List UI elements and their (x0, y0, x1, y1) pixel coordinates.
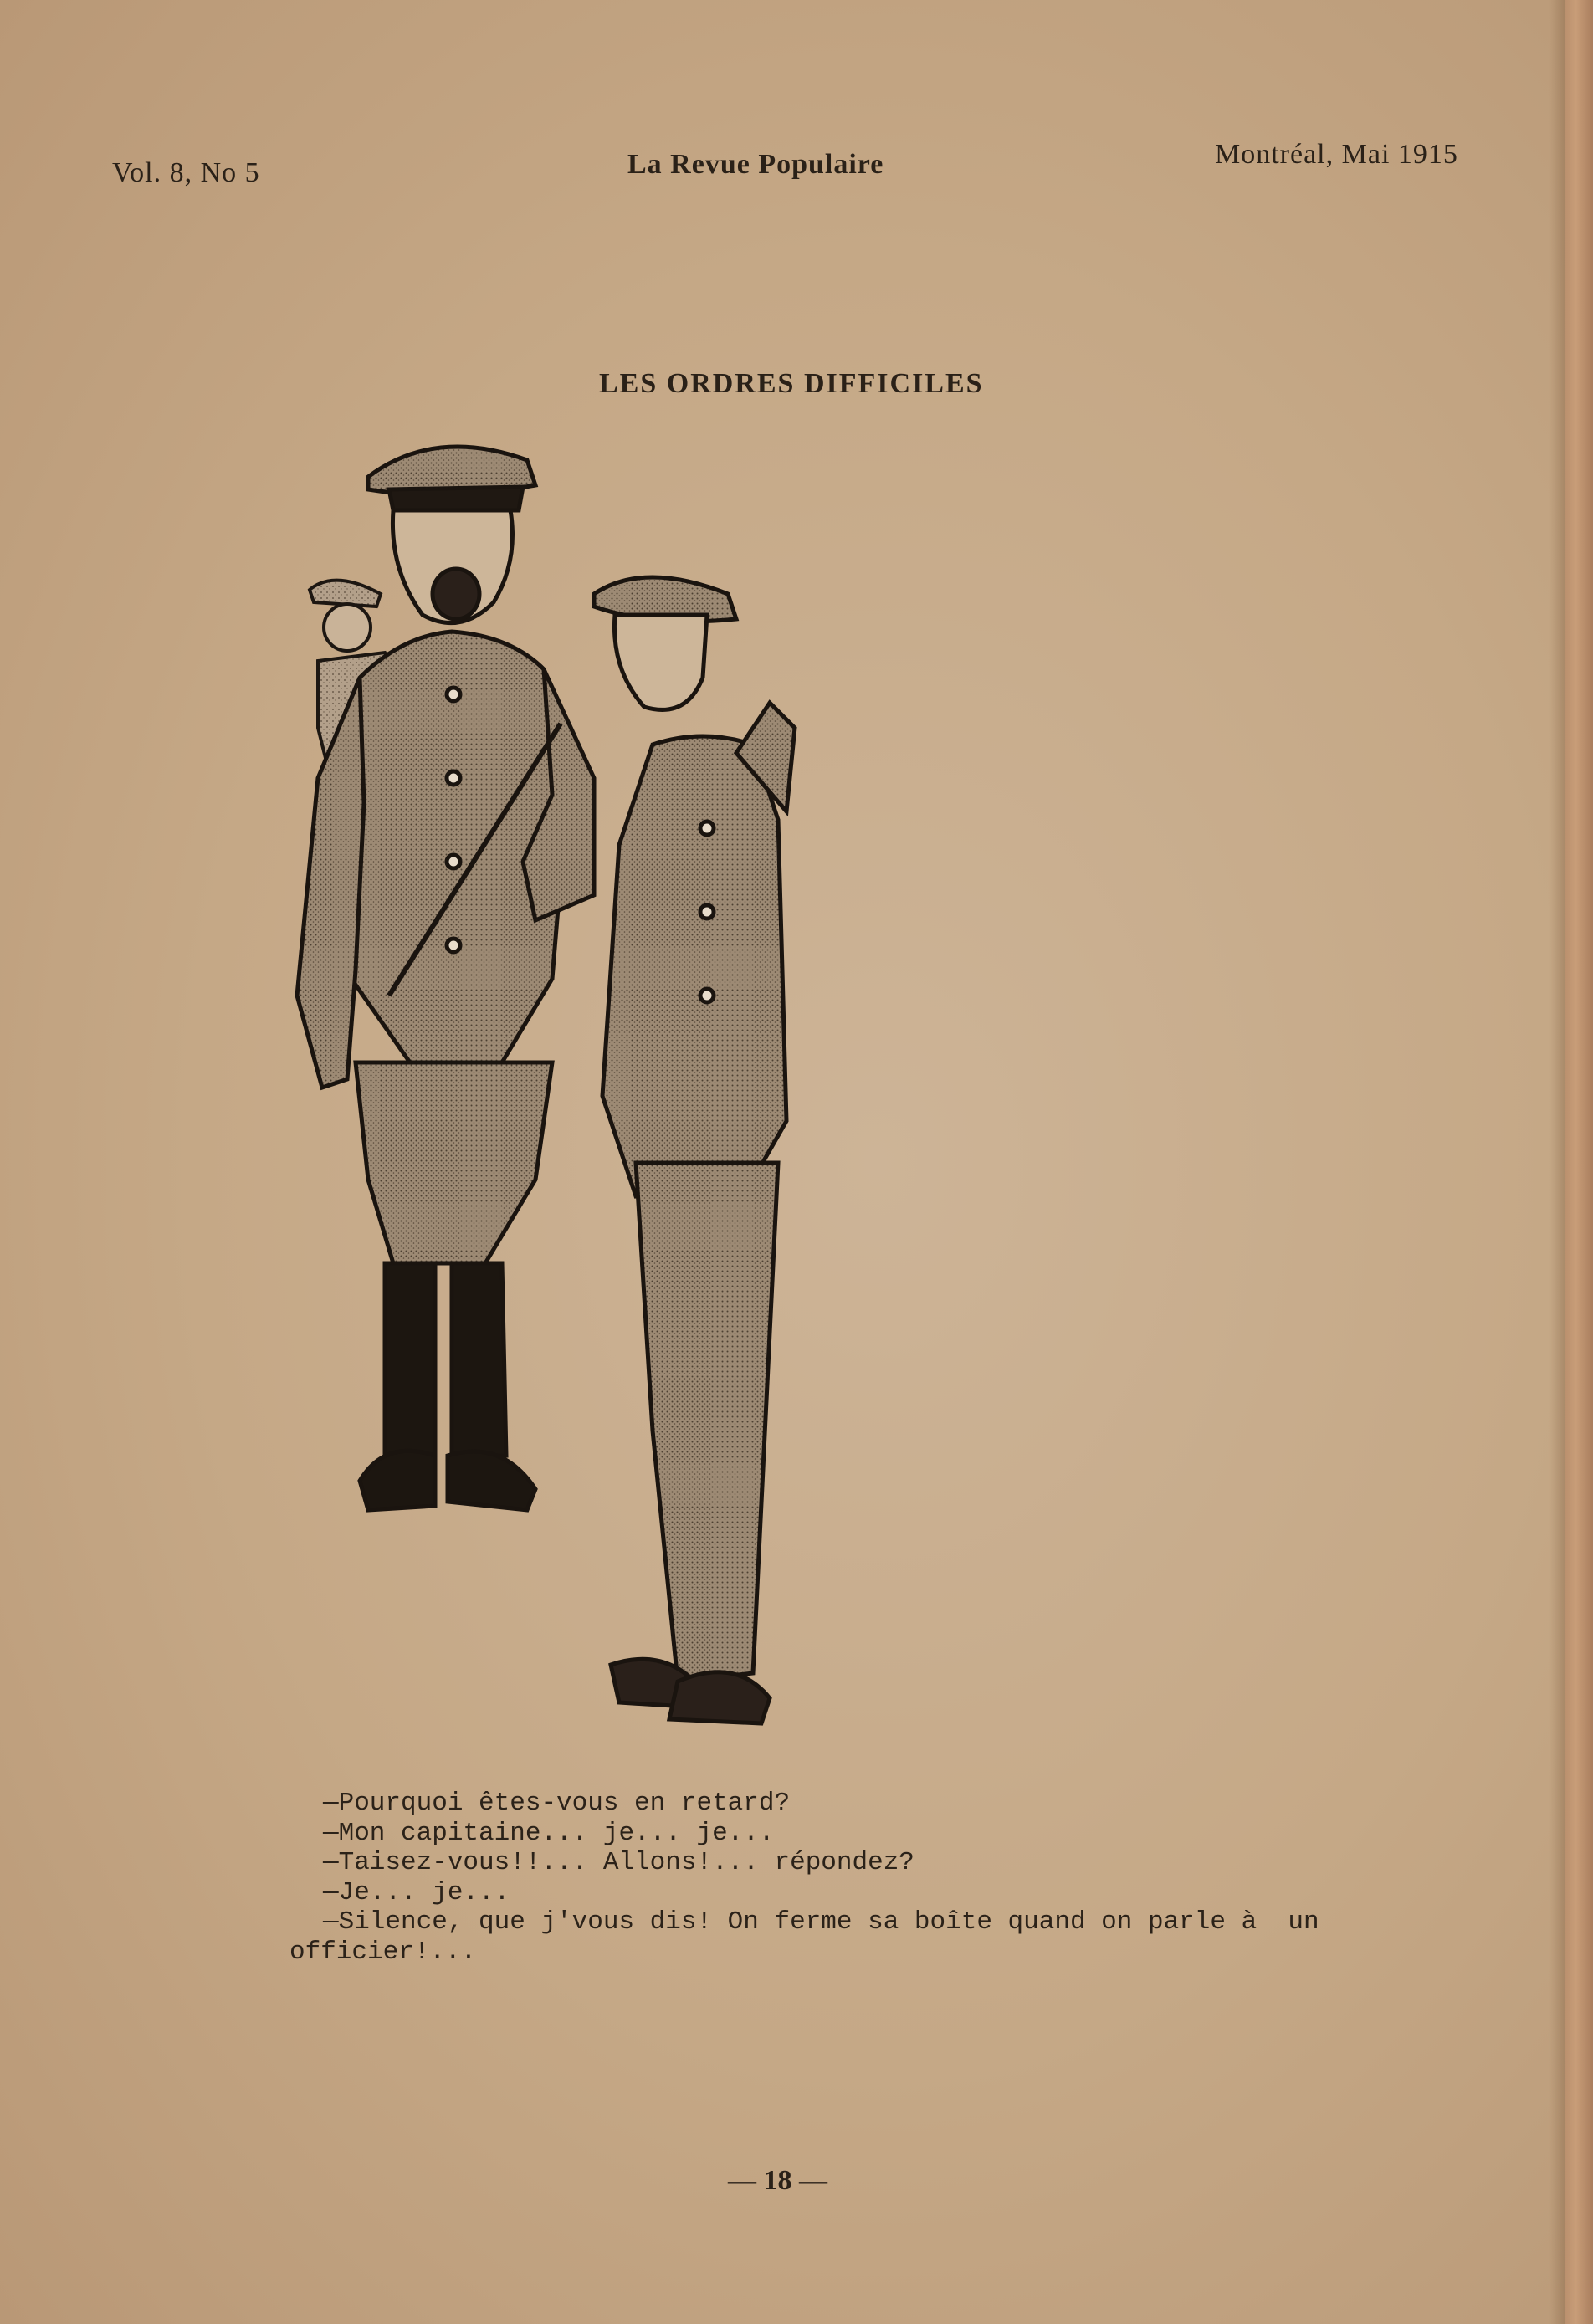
dialogue-line: officier!... (289, 1937, 477, 1967)
cartoon-soldiers-illustration (284, 427, 1339, 1748)
dialogue-line: —Pourquoi êtes-vous en retard? (323, 1789, 791, 1818)
page-edge-shadow (1549, 0, 1565, 2324)
place-date: Montréal, Mai 1915 (1215, 139, 1458, 170)
dialogue-line: —Taisez-vous!!... Allons!... répondez? (323, 1848, 914, 1877)
dialogue-line: —Mon capitaine... je... je... (323, 1818, 775, 1848)
volume-number: Vol. 8, No 5 (112, 157, 260, 188)
private-soldier-figure (594, 577, 795, 1723)
dialogue-line: —Silence, que j'vous dis! On ferme sa boîte quand on parle à un (323, 1907, 1319, 1937)
article-title: LES ORDRES DIFFICILES (599, 368, 984, 399)
page-right-edge (1565, 0, 1593, 2324)
publication-title: La Revue Populaire (627, 149, 884, 180)
page-number: — 18 — (728, 2165, 827, 2196)
dialogue-line: —Je... je... (323, 1877, 510, 1907)
dialogue-text (289, 1789, 1369, 1967)
